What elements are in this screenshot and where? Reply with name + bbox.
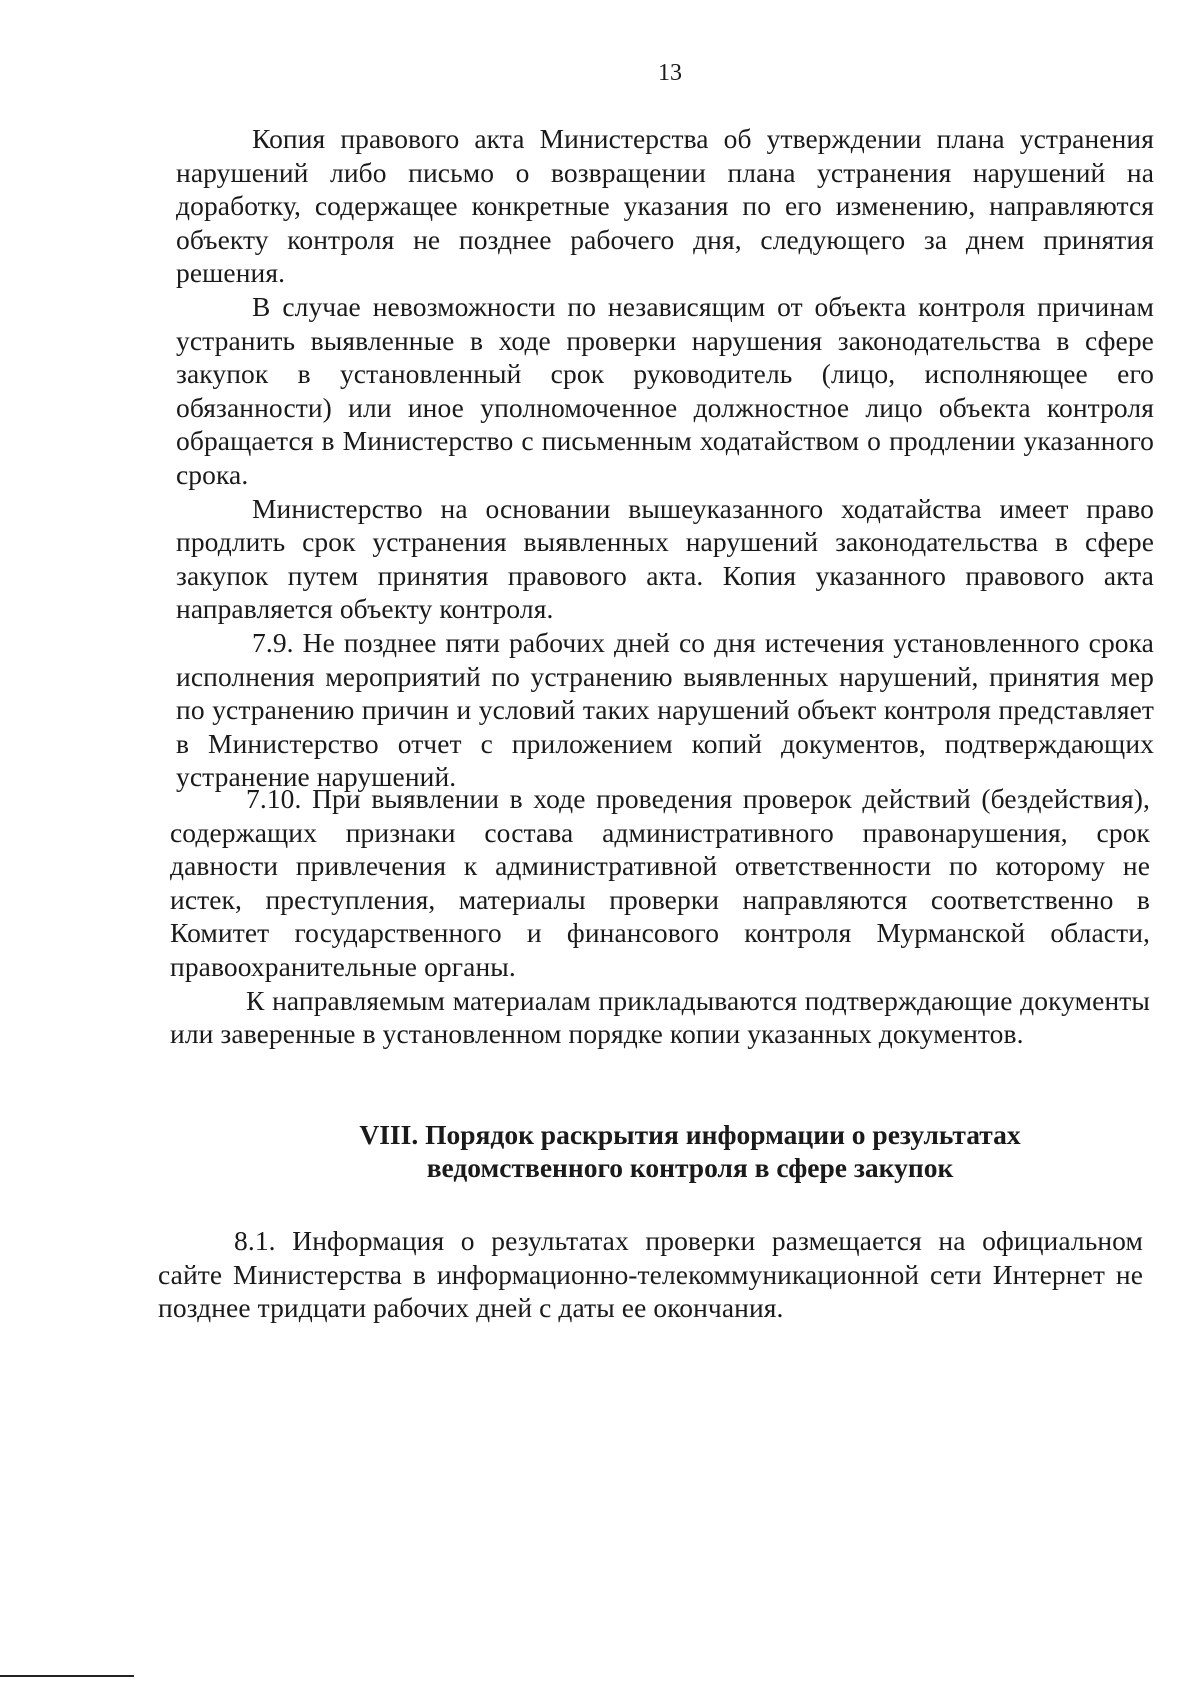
paragraph: К направляемым материалам прикладываются подтверждающие документы или заверенные в установленном порядке копии указанных документов. [170, 984, 1150, 1050]
text-block-bottom [158, 1224, 1143, 1325]
paragraph-7-10: 7.10. При выявлении в ходе проведения проверок действий (бездействия), содержащих признаки состава административного правонарушения, срок давности привлечения к административной ответственности по которому не истек, преступления, материалы проверки направляются соответственно в Комитет государственного и финансового контроля Мурманской области, правоохранительные органы. [170, 783, 1150, 982]
text-block-top [176, 122, 1154, 794]
section-heading-line-1: VIII. Порядок раскрытия информации о результатах [359, 1119, 1021, 1150]
paragraph: Копия правового акта Министерства об утверждении плана устранения нарушений либо письмо о возвращении плана устранения нарушений на доработку, содержащее конкретные указания по его изменению, направляются объекту контроля не позднее рабочего дня, следующего за днем принятия решения. [176, 123, 1154, 289]
paragraph: Министерство на основании вышеуказанного ходатайства имеет право продлить срок устранения выявленных нарушений законодательства в сфере закупок путем принятия правового акта. Копия указанного правового акта направляется объекту контроля. [176, 492, 1154, 625]
section-heading-line-2: ведомственного контроля в сфере закупок [426, 1152, 954, 1183]
section-heading [240, 1118, 1140, 1184]
paragraph-7-9: 7.9. Не позднее пяти рабочих дней со дня истечения установленного срока исполнения мероприятий по устранению выявленных нарушений, принятия мер по устранению причин и условий таких нарушений объект контроля представляет в Министерство отчет с приложением копий документов, подтверждающих устранение нарушений. [176, 626, 1154, 793]
text-block-middle [170, 782, 1150, 1051]
paragraph-8-1: 8.1. Информация о результатах проверки размещается на официальном сайте Министерства в информационно-телекоммуникационной сети Интернет не позднее тридцати рабочих дней с даты ее окончания. [158, 1225, 1143, 1324]
footer-rule [0, 1675, 134, 1677]
paragraph: В случае невозможности по независящим от объекта контроля причинам устранить выявленные в ходе проверки нарушения законодательства в сфере закупок в установленный срок руководитель (лицо, исполняющее его обязанности) или иное уполномоченное должностное лицо объекта контроля обращается в Министерство с письменным ходатайством о продлении указанного срока. [176, 290, 1154, 490]
page-number: 13 [658, 60, 682, 86]
